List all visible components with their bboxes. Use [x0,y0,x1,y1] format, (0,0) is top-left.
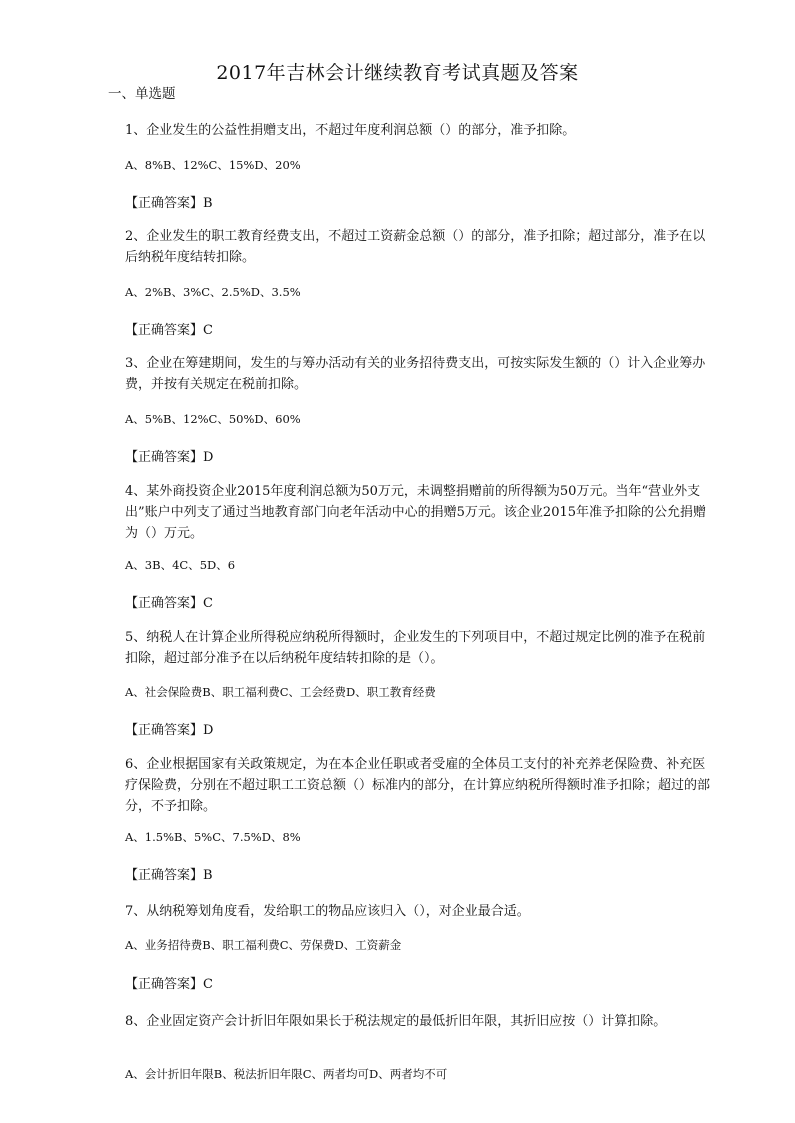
question-6-options: A、1.5%B、5%C、7.5%D、8% [125,830,301,844]
question-3-stem: 3、企业在筹建期间，发生的与筹办活动有关的业务招待费支出，可按实际发生额的（）计入企业筹办费，并按有关规定在税前扣除。 [125,356,706,392]
question-6-stem: 6、企业根据国家有关政策规定，为在本企业任职或者受雇的全体员工支付的补充养老保险费、补充医疗保险费，分别在不超过职工工资总额（）标准内的部分，在计算应纳税所得额时准予扣除；超过的部分，不予扣除。 [125,757,711,814]
question-1-stem: 1、企业发生的公益性捐赠支出，不超过年度利润总额（）的部分，准予扣除。 [125,123,576,138]
question-3-options: A、5%B、12%C、50%D、60% [125,412,301,426]
question-6-answer: 【正确答案】B [125,868,213,883]
question-5-stem: 5、纳税人在计算企业所得税应纳税所得额时，企业发生的下列项目中，不超过规定比例的准予在税前扣除，超过部分准予在以后纳税年度结转扣除的是（）。 [125,630,706,666]
question-7-answer: 【正确答案】C [125,977,213,992]
question-4-options: A、3B、4C、5D、6 [125,558,236,572]
question-5-options: A、社会保险费B、职工福利费C、工会经费D、职工教育经费 [125,685,436,699]
question-7-stem: 7、从纳税筹划角度看，发给职工的物品应该归入（），对企业最合适。 [125,904,530,919]
question-1-options: A、8%B、12%C、15%D、20% [125,158,301,172]
question-5-answer: 【正确答案】D [125,723,214,738]
page-title: 2017年吉林会计继续教育考试真题及答案 [216,62,579,84]
question-2-answer: 【正确答案】C [125,323,213,338]
section-heading: 一、单选题 [108,86,176,102]
question-8-options: A、会计折旧年限B、税法折旧年限C、两者均可D、两者均不可 [125,1067,448,1081]
question-3-answer: 【正确答案】D [125,450,214,465]
question-2-stem: 2、企业发生的职工教育经费支出，不超过工资薪金总额（）的部分，准予扣除；超过部分，准予在以后纳税年度结转扣除。 [125,229,706,265]
question-4-stem: 4、某外商投资企业2015年度利润总额为50万元，未调整捐赠前的所得额为50万元。当年“营业外支出”账户中列支了通过当地教育部门向老年活动中心的捐赠5万元。该企业2015年准予扣除的公允捐赠为（）万元。 [125,484,707,541]
question-2-options: A、2%B、3%C、2.5%D、3.5% [125,285,301,299]
question-1-answer: 【正确答案】B [125,196,213,211]
question-7-options: A、业务招待费B、职工福利费C、劳保费D、工资薪金 [125,938,402,952]
question-4-answer: 【正确答案】C [125,596,213,611]
question-8-stem: 8、企业固定资产会计折旧年限如果长于税法规定的最低折旧年限，其折旧应按（）计算扣除。 [125,1014,667,1029]
